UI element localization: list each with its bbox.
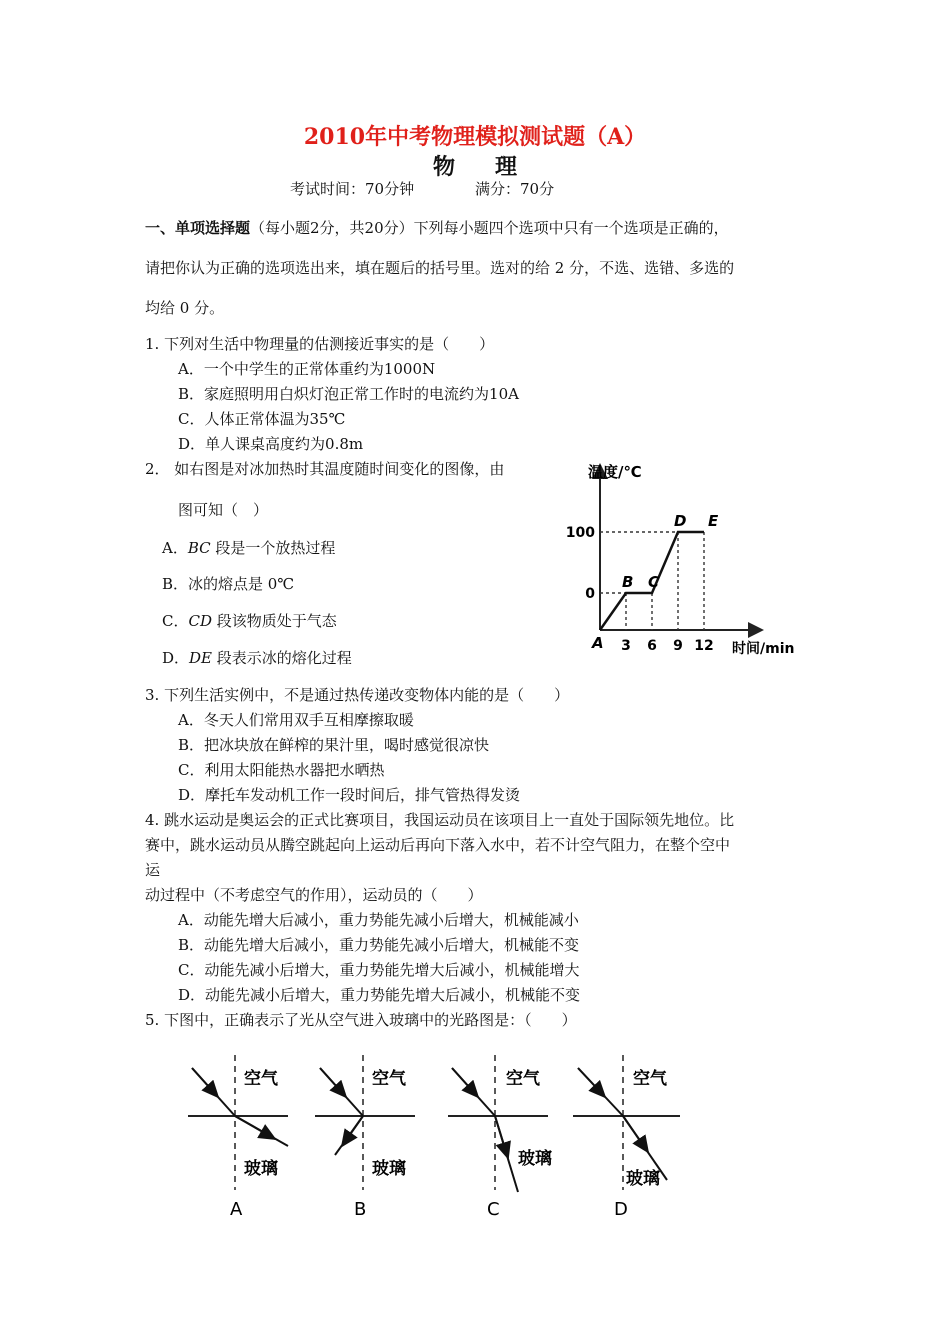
diagram-c-air: 空气 (506, 1069, 540, 1089)
x-tick-9: 9 (673, 638, 683, 654)
point-label-A: A (592, 634, 604, 652)
section1-line3: 均给 0 分。 (145, 299, 225, 317)
q3-option-a: A．冬天人们常用双手互相摩擦取暖 (178, 711, 414, 729)
refraction-diagrams (180, 1050, 700, 1230)
section1-heading: 一、单项选择题 (145, 219, 251, 237)
subject-title: 物理 (432, 154, 557, 180)
diagram-b-label: B (354, 1199, 367, 1220)
diagram-c-glass: 玻璃 (518, 1149, 552, 1169)
y-axis-label: 温度/℃ (588, 463, 642, 481)
q2-stem: 2． 如右图是对冰加热时其温度随时间变化的图像，由 (145, 460, 505, 478)
q4-stem-line1: 4. 跳水运动是奥运会的正式比赛项目，我国运动员在该项目上一直处于国际领先地位。比 (145, 811, 735, 829)
section1-line2: 请把你认为正确的选项选出来，填在题后的括号里。选对的给 2 分，不选、选错、多选的 (145, 259, 735, 277)
q4-option-d: D．动能先减小后增大，重力势能先增大后减小，机械能不变 (178, 986, 581, 1004)
q2-option-d: D．DE 段表示冰的熔化过程 (162, 649, 352, 667)
q1-option-a: A．一个中学生的正常体重约为1000N (178, 360, 436, 378)
q1-option-b: B．家庭照明用白炽灯泡正常工作时的电流约为10A (178, 385, 519, 403)
exam-time: 考试时间：70分钟 (290, 180, 415, 198)
y-tick-0: 0 (585, 586, 595, 602)
q5-stem: 5. 下图中，正确表示了光从空气进入玻璃中的光路图是：（ ） (145, 1011, 577, 1029)
point-label-B: B (622, 573, 634, 591)
diagram-c-label: C (487, 1199, 500, 1220)
diagram-a-air: 空气 (244, 1069, 278, 1089)
y-tick-100: 100 (565, 525, 595, 541)
q4-option-a: A．动能先增大后减小，重力势能先减小后增大，机械能减小 (178, 911, 579, 929)
x-tick-3: 3 (621, 638, 631, 654)
q3-option-c: C．利用太阳能热水器把水晒热 (178, 761, 385, 779)
q2-option-c: C．CD 段该物质处于气态 (162, 612, 337, 630)
diagram-b-air: 空气 (372, 1069, 406, 1089)
q4-option-c: C．动能先减小后增大，重力势能先增大后减小，机械能增大 (178, 961, 580, 979)
section1-line1 (145, 217, 729, 238)
q2-stem-cont: 图可知（ ） (178, 501, 269, 519)
q4-stem-line2: 赛中，跳水运动员从腾空跳起向上运动后再向下落入水中，若不计空气阻力，在整个空中 (145, 836, 731, 854)
point-label-C: C (648, 573, 660, 591)
x-tick-6: 6 (647, 638, 657, 654)
diagram-a-label: A (230, 1199, 243, 1220)
q2-option-a: A．BC 段是一个放热过程 (162, 539, 336, 557)
q2-option-b: B．冰的熔点是 0℃ (162, 575, 295, 593)
diagram-b (315, 1055, 415, 1220)
q1-stem: 1. 下列对生活中物理量的估测接近事实的是（ ） (145, 335, 495, 353)
q3-option-b: B．把冰块放在鲜榨的果汁里，喝时感觉很凉快 (178, 736, 490, 754)
diagram-b-glass: 玻璃 (372, 1159, 406, 1179)
diagram-d-air: 空气 (633, 1069, 667, 1089)
q3-stem: 3. 下列生活实例中，不是通过热传递改变物体内能的是（ ） (145, 686, 570, 704)
temperature-time-chart (565, 455, 810, 665)
x-tick-12: 12 (694, 638, 714, 654)
q4-stem-line4: 动过程中（不考虑空气的作用），运动员的（ ） (145, 886, 483, 904)
point-label-D: D (674, 512, 687, 530)
q1-option-c: C．人体正常体温为35℃ (178, 410, 346, 428)
x-axis-label: 时间/min (732, 641, 795, 657)
q1-option-d: D．单人课桌高度约为0.8m (178, 435, 364, 453)
q4-stem-line3: 运 (145, 861, 161, 879)
diagram-c (448, 1055, 552, 1220)
diagram-d-label: D (614, 1199, 628, 1220)
q3-option-d: D．摩托车发动机工作一段时间后，排气管热得发烫 (178, 786, 521, 804)
point-label-E: E (708, 512, 719, 530)
diagram-a (188, 1055, 288, 1220)
section1-intro: （每小题2分，共20分）下列每小题四个选项中只有一个选项是正确的， (250, 219, 729, 237)
diagram-a-glass: 玻璃 (244, 1159, 278, 1179)
diagram-d (573, 1055, 680, 1220)
q4-option-b: B．动能先增大后减小，重力势能先减小后增大，机械能不变 (178, 936, 580, 954)
diagram-d-glass: 玻璃 (626, 1169, 660, 1189)
paper-title: 2010年中考物理模拟测试题（A） (303, 124, 647, 150)
full-score: 满分：70分 (475, 180, 555, 198)
